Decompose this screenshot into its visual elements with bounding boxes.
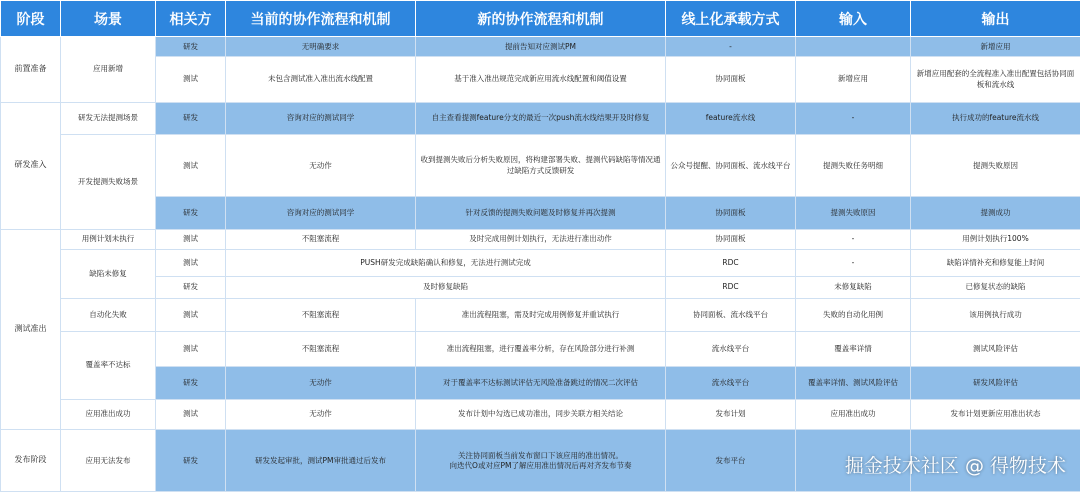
current-process-cell: 不阻塞流程 [226, 299, 416, 332]
table-row [1, 102, 1080, 135]
scene-cell: 应用准出成功 [61, 399, 156, 430]
header-online-carrier: 线上化承载方式 [666, 1, 796, 37]
role-cell: 研发 [156, 102, 226, 135]
table-row [1, 332, 1080, 367]
output-cell: 新增应用配套的全流程准入准出配置包括协同面板和流水线 [911, 57, 1080, 102]
table-row [1, 399, 1080, 430]
input-cell: 提测失败任务明细 [796, 135, 911, 196]
input-cell [796, 430, 911, 492]
header-current-process: 当前的协作流程和机制 [226, 1, 416, 37]
stage-cell: 发布阶段 [1, 430, 61, 492]
scene-cell: 覆盖率不达标 [61, 332, 156, 400]
output-cell: 研发风险评估 [911, 366, 1080, 399]
input-cell: 覆盖率详情、测试风险评估 [796, 366, 911, 399]
current-process-cell: 不阻塞流程 [226, 229, 416, 249]
scene-cell: 开发提测失败场景 [61, 135, 156, 229]
input-cell: 提测失败原因 [796, 196, 911, 229]
output-cell: 该用例执行成功 [911, 299, 1080, 332]
current-process-cell: 咨询对应的测试同学 [226, 196, 416, 229]
current-process-cell: 未包含测试准入准出流水线配置 [226, 57, 416, 102]
header-role: 相关方 [156, 1, 226, 37]
stage-cell: 研发准入 [1, 102, 61, 229]
current-process-cell: 研发发起审批，测试PM审批通过后发布 [226, 430, 416, 492]
new-process-cell: 收到提测失败后分析失败原因，将构建部署失败、提测代码缺陷等情况通过缺陷方式反馈研发 [416, 135, 666, 196]
input-cell: - [796, 250, 911, 277]
header-stage: 阶段 [1, 1, 61, 37]
table-row [1, 196, 1080, 229]
role-cell: 测试 [156, 332, 226, 367]
online-carrier-cell: 协同面板 [666, 229, 796, 249]
current-process-cell: 无动作 [226, 135, 416, 196]
role-cell: 研发 [156, 276, 226, 299]
online-carrier-cell: 发布计划 [666, 399, 796, 430]
new-process-cell: 基于准入准出规范完成新应用流水线配置和阈值设置 [416, 57, 666, 102]
online-carrier-cell: 协同面板 [666, 57, 796, 102]
role-cell: 研发 [156, 196, 226, 229]
input-cell: - [796, 102, 911, 135]
scene-cell: 研发无法提测场景 [61, 102, 156, 135]
table-row [1, 135, 1080, 196]
new-process-cell: 准出流程阻塞，进行覆盖率分析，存在风险部分进行补测 [416, 332, 666, 367]
input-cell: 未修复缺陷 [796, 276, 911, 299]
new-process-cell: 提前告知对应测试PM [416, 37, 666, 57]
role-cell: 测试 [156, 135, 226, 196]
scene-cell: 用例计划未执行 [61, 229, 156, 249]
merged-process-cell: 及时修复缺陷 [226, 276, 666, 299]
header-new-process: 新的协作流程和机制 [416, 1, 666, 37]
input-cell: 失败的自动化用例 [796, 299, 911, 332]
output-cell: 提测成功 [911, 196, 1080, 229]
output-cell: 测试风险评估 [911, 332, 1080, 367]
online-carrier-cell: 协同面板 [666, 196, 796, 229]
new-process-cell: 自主查看提测feature分支的最近一次push流水线结果开及时修复 [416, 102, 666, 135]
output-cell [911, 430, 1080, 492]
role-cell: 研发 [156, 37, 226, 57]
input-cell [796, 37, 911, 57]
online-carrier-cell: 流水线平台 [666, 366, 796, 399]
new-process-cell: 发布计划中勾选已成功准出，同步关联方相关结论 [416, 399, 666, 430]
table-row [1, 229, 1080, 249]
table-row [1, 250, 1080, 277]
new-process-cell: 准出流程阻塞，需及时完成用例修复并重试执行 [416, 299, 666, 332]
online-carrier-cell: 协同面板、流水线平台 [666, 299, 796, 332]
header-row [1, 1, 1080, 37]
online-carrier-cell: 发布平台 [666, 430, 796, 492]
output-cell: 提测失败原因 [911, 135, 1080, 196]
current-process-cell: 咨询对应的测试同学 [226, 102, 416, 135]
online-carrier-cell: 公众号提醒、协同面板、流水线平台 [666, 135, 796, 196]
current-process-cell: 无明确要求 [226, 37, 416, 57]
role-cell: 测试 [156, 250, 226, 277]
role-cell: 测试 [156, 299, 226, 332]
role-cell: 研发 [156, 430, 226, 492]
scene-cell: 自动化失败 [61, 299, 156, 332]
output-cell: 缺陷详情补充和修复能上时间 [911, 250, 1080, 277]
table-row [1, 276, 1080, 299]
current-process-cell: 无动作 [226, 399, 416, 430]
table-row [1, 366, 1080, 399]
table-row [1, 57, 1080, 102]
role-cell: 测试 [156, 399, 226, 430]
stage-cell: 测试准出 [1, 229, 61, 430]
output-cell: 新增应用 [911, 37, 1080, 57]
online-carrier-cell: feature流水线 [666, 102, 796, 135]
role-cell: 测试 [156, 57, 226, 102]
header-scene: 场景 [61, 1, 156, 37]
current-process-cell: 不阻塞流程 [226, 332, 416, 367]
table-row [1, 299, 1080, 332]
output-cell: 执行成功的feature流水线 [911, 102, 1080, 135]
table-row [1, 430, 1080, 492]
stage-cell: 前置准备 [1, 37, 61, 103]
online-carrier-cell: - [666, 37, 796, 57]
new-process-cell: 对于覆盖率不达标测试评估无风险准备跳过的情况二次评估 [416, 366, 666, 399]
input-cell: 应用准出成功 [796, 399, 911, 430]
output-cell: 已修复状态的缺陷 [911, 276, 1080, 299]
table-row [1, 37, 1080, 57]
online-carrier-cell: 流水线平台 [666, 332, 796, 367]
merged-process-cell: PUSH研发完成缺陷确认和修复，无法进行测试完成 [226, 250, 666, 277]
input-cell: - [796, 229, 911, 249]
new-process-cell: 及时完成用例计划执行，无法进行准出动作 [416, 229, 666, 249]
output-cell: 发布计划更新应用准出状态 [911, 399, 1080, 430]
role-cell: 研发 [156, 366, 226, 399]
output-cell: 用例计划执行100% [911, 229, 1080, 249]
role-cell: 测试 [156, 229, 226, 249]
scene-cell: 应用新增 [61, 37, 156, 103]
header-output: 输出 [911, 1, 1080, 37]
current-process-cell: 无动作 [226, 366, 416, 399]
scene-cell: 缺陷未修复 [61, 250, 156, 299]
online-carrier-cell: RDC [666, 250, 796, 277]
header-input: 输入 [796, 1, 911, 37]
new-process-cell: 针对反馈的提测失败问题及时修复并再次提测 [416, 196, 666, 229]
new-process-cell: 关注协同面板当前发布窗口下该应用的准出情况。 向迭代O或对应PM了解应用准出情况后再对齐发布节奏 [416, 430, 666, 492]
input-cell: 覆盖率详情 [796, 332, 911, 367]
scene-cell: 应用无法发布 [61, 430, 156, 492]
input-cell: 新增应用 [796, 57, 911, 102]
online-carrier-cell: RDC [666, 276, 796, 299]
watermark-text: 掘金技术社区 @ 得物技术 [844, 455, 1066, 477]
